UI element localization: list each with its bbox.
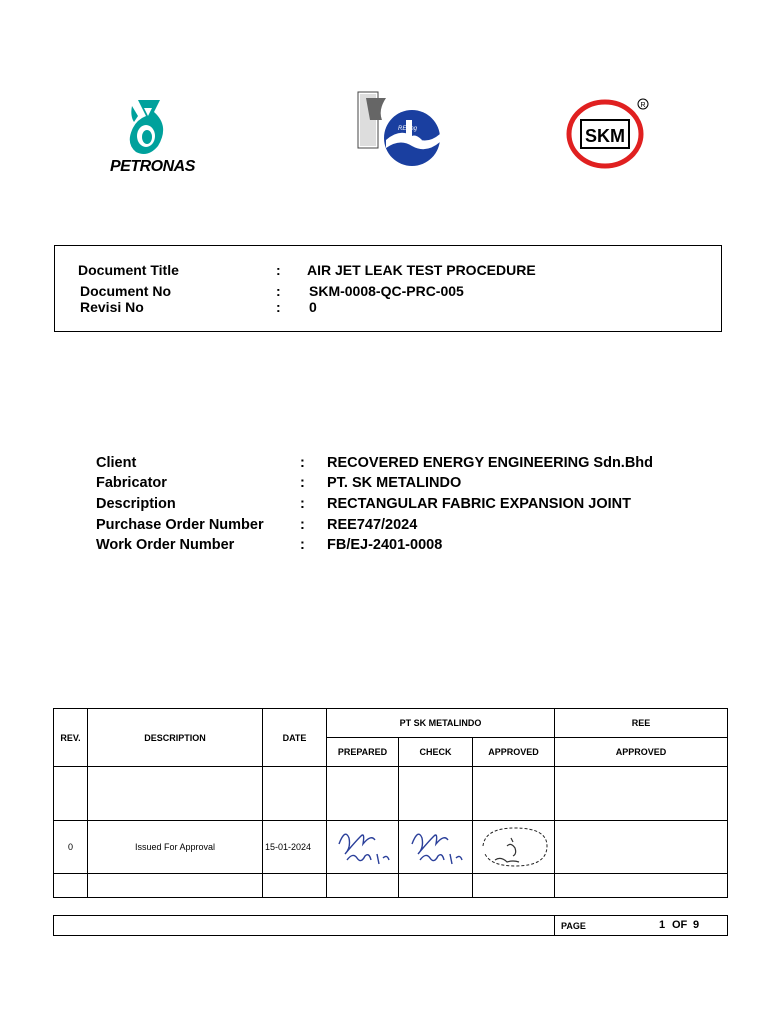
ree-approved-cell	[555, 767, 728, 821]
date-cell: 15-01-2024	[263, 821, 327, 874]
separator: :	[276, 262, 281, 278]
signature-image	[404, 824, 468, 868]
table-row	[54, 767, 728, 821]
fabricator-value: PT. SK METALINDO	[327, 475, 462, 491]
revision-table	[53, 708, 728, 898]
separator: :	[276, 299, 281, 315]
document-title-value: AIR JET LEAK TEST PROCEDURE	[307, 262, 536, 278]
description-value: RECTANGULAR FABRIC EXPANSION JOINT	[327, 496, 631, 512]
rev-cell	[54, 874, 88, 898]
description-cell	[88, 767, 263, 821]
document-no-label: Document No	[80, 283, 171, 299]
prepared-header: PREPARED	[327, 738, 399, 767]
description-cell: Issued For Approval	[88, 821, 263, 874]
separator: :	[300, 455, 305, 471]
description-label: Description	[96, 496, 176, 512]
separator: :	[300, 537, 305, 553]
page-label: PAGE	[561, 921, 586, 931]
ree-logo	[356, 90, 448, 170]
page-current: 1	[659, 919, 666, 931]
page-footer	[53, 915, 728, 936]
separator: :	[300, 475, 305, 491]
table-row	[54, 821, 728, 874]
project-info	[96, 455, 716, 565]
client-label: Client	[96, 455, 137, 471]
signature-image	[331, 824, 395, 868]
document-info-box	[54, 245, 722, 332]
approved-signature	[473, 821, 555, 874]
document-no-value: SKM-0008-QC-PRC-005	[309, 283, 464, 299]
work-order-value: FB/EJ-2401-0008	[327, 537, 443, 553]
work-order-label: Work Order Number	[96, 537, 235, 553]
signature-image	[477, 824, 551, 868]
petronas-logo-text: PETRONAS	[110, 158, 195, 175]
prepared-cell	[327, 874, 399, 898]
description-cell	[88, 874, 263, 898]
separator: :	[276, 283, 281, 299]
revisi-no-label: Revisi No	[80, 299, 144, 315]
date-cell	[263, 767, 327, 821]
fabricator-label: Fabricator	[96, 475, 167, 491]
check-cell	[399, 874, 473, 898]
ree-approved-cell	[555, 874, 728, 898]
client-value: RECOVERED ENERGY ENGINEERING Sdn.Bhd	[327, 455, 654, 471]
separator: :	[300, 517, 305, 533]
rev-header: REV.	[54, 709, 88, 767]
check-header: CHECK	[399, 738, 473, 767]
table-row	[54, 874, 728, 898]
skm-logo-text: SKM	[585, 126, 625, 146]
prepared-signature	[327, 821, 399, 874]
approved-cell	[473, 767, 555, 821]
footer-divider	[554, 916, 555, 935]
check-signature	[399, 821, 473, 874]
page-total: 9	[693, 919, 700, 931]
purchase-order-value: REE747/2024	[327, 517, 418, 533]
skm-logo	[565, 94, 653, 172]
approved-cell	[473, 874, 555, 898]
petronas-logo	[108, 96, 212, 176]
purchase-order-label: Purchase Order Number	[96, 517, 264, 533]
document-title-label: Document Title	[78, 262, 179, 278]
date-header: DATE	[263, 709, 327, 767]
page-of: OF	[672, 919, 688, 931]
ree-approved-cell	[555, 821, 728, 874]
date-cell	[263, 874, 327, 898]
approved-header: APPROVED	[473, 738, 555, 767]
ree-logo-text: REEng	[398, 126, 418, 132]
registered-mark: R	[640, 102, 646, 109]
rev-cell: 0	[54, 821, 88, 874]
ree-header: REE	[555, 709, 728, 738]
sk-metalindo-header: PT SK METALINDO	[327, 709, 555, 738]
separator: :	[300, 496, 305, 512]
prepared-cell	[327, 767, 399, 821]
ree-approved-header: APPROVED	[555, 738, 728, 767]
revisi-no-value: 0	[309, 299, 317, 315]
description-header: DESCRIPTION	[88, 709, 263, 767]
rev-cell	[54, 767, 88, 821]
check-cell	[399, 767, 473, 821]
